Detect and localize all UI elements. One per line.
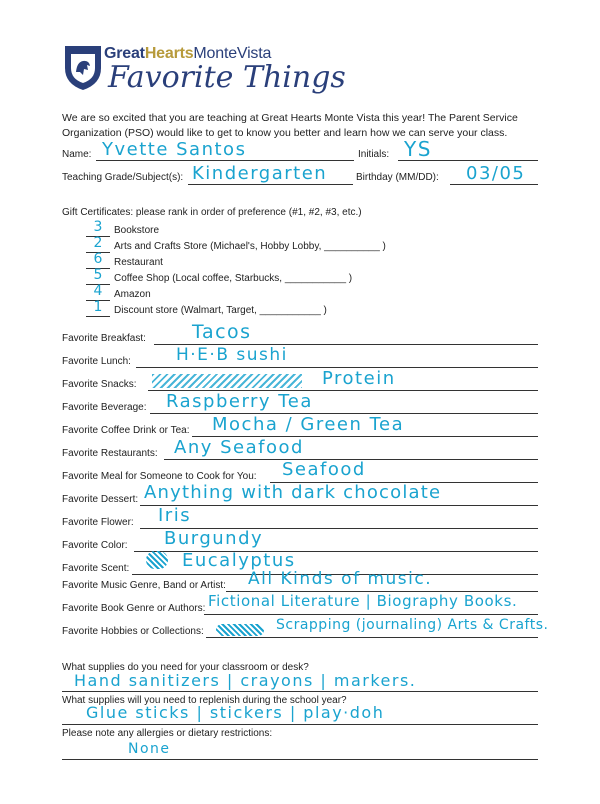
supplies-answer-line [62,691,538,692]
gift-label-bookstore: Bookstore [114,225,160,236]
favorite-line [204,614,538,615]
gift-heading: Gift Certificates: please rank in order of preference (#1, #2, #3, etc.) [62,207,362,218]
gift-label-discount-store: Discount store (Walmart, Target, ___________ ) [114,305,327,316]
favorite-flower-label: Favorite Flower: [62,517,134,528]
favorite-snacks-field[interactable]: Protein [322,368,396,389]
gift-rank-arts-crafts[interactable]: 2 [93,235,103,251]
favorite-breakfast-label: Favorite Breakfast: [62,333,146,344]
brand-montevista: MonteVista [193,45,272,62]
birthday-line [450,184,538,185]
favorite-books-field[interactable]: Fictional Literature | Biography Books. [208,592,518,610]
gift-label-coffee-shop: Coffee Shop (Local coffee, Starbucks, ___________ ) [114,273,353,284]
favorite-lunch-label: Favorite Lunch: [62,356,131,367]
supplies-answer-line [62,724,538,725]
allergies-answer[interactable]: None [128,741,171,757]
favorite-books-label: Favorite Book Genre or Authors: [62,603,206,614]
favorite-meal-field[interactable]: Seafood [282,459,366,480]
favorite-color-label: Favorite Color: [62,540,128,551]
favorite-meal-label: Favorite Meal for Someone to Cook for You: [62,471,257,482]
favorite-coffee-label: Favorite Coffee Drink or Tea: [62,425,190,436]
gift-rank-bookstore[interactable]: 3 [93,219,103,235]
name-line [96,160,354,161]
favorite-line [206,637,538,638]
favorite-dessert-label: Favorite Dessert: [62,494,139,505]
scribbled-out-text [146,551,168,569]
gift-rank-restaurant[interactable]: 6 [93,251,103,267]
favorite-flower-field[interactable]: Iris [158,505,192,526]
favorite-restaurants-field[interactable]: Any Seafood [174,437,304,458]
brand-hearts: Hearts [144,45,194,62]
supplies-answer-2[interactable]: Glue sticks | stickers | play·doh [86,703,385,722]
scribbled-out-text [216,624,264,636]
gift-rank-coffee-shop[interactable]: 5 [93,267,103,283]
gift-rank-line [86,316,110,317]
favorite-color-field[interactable]: Burgundy [164,528,264,549]
supplies-question-1: What supplies do you need for your classroom or desk? [62,662,309,673]
supplies-question-2: What supplies will you need to replenish during the school year? [62,695,347,706]
favorite-breakfast-field[interactable]: Tacos [192,321,252,343]
favorite-hobbies-field[interactable]: Scrapping (journaling) Arts & Crafts. [276,617,549,633]
grade-label: Teaching Grade/Subject(s): [62,172,184,183]
birthday-field[interactable]: 03/05 [466,163,526,184]
favorite-dessert-field[interactable]: Anything with dark chocolate [144,482,442,503]
favorite-hobbies-label: Favorite Hobbies or Collections: [62,626,204,637]
gift-label-amazon: Amazon [114,289,151,300]
favorite-line [140,505,538,506]
supplies-answer-1[interactable]: Hand sanitizers | crayons | markers. [74,671,417,690]
name-label: Name: [62,149,92,160]
favorite-scent-field[interactable]: Eucalyptus [182,550,296,571]
initials-label: Initials: [358,149,390,160]
favorite-snacks-label: Favorite Snacks: [62,379,137,390]
favorite-scent-label: Favorite Scent: [62,563,130,574]
favorite-music-field[interactable]: All Kinds of music. [248,569,433,589]
brand-great: Great [104,45,145,62]
allergies-question: Please note any allergies or dietary restrictions: [62,728,273,739]
favorite-restaurants-label: Favorite Restaurants: [62,448,158,459]
favorite-beverage-label: Favorite Beverage: [62,402,147,413]
favorite-beverage-field[interactable]: Raspberry Tea [166,391,313,412]
initials-field[interactable]: YS [404,137,432,161]
page-title: Favorite Things [108,60,346,95]
grade-line [188,184,353,185]
gift-label-arts-crafts: Arts and Crafts Store (Michael's, Hobby Lobby, __________ ) [114,241,386,252]
favorite-lunch-field[interactable]: H·E·B sushi [176,345,288,365]
name-field[interactable]: Yvette Santos [102,139,247,160]
favorite-coffee-field[interactable]: Mocha / Green Tea [212,414,405,435]
intro-text: We are so excited that you are teaching at Great Hearts Monte Vista this year! The Parent Service Organization (PSO) would like to get to know you better and learn how we can serve your class. [62,112,518,139]
gift-rank-amazon[interactable]: 4 [93,283,103,299]
birthday-label: Birthday (MM/DD): [356,172,439,183]
favorite-music-label: Favorite Music Genre, Band or Artist: [62,580,226,591]
allergies-answer-line [62,759,538,760]
gift-label-restaurant: Restaurant [114,257,163,268]
school-crest-logo [62,42,104,92]
gift-rank-discount-store[interactable]: 1 [93,299,103,315]
scribbled-out-text [152,374,302,388]
grade-field[interactable]: Kindergarten [192,163,328,184]
